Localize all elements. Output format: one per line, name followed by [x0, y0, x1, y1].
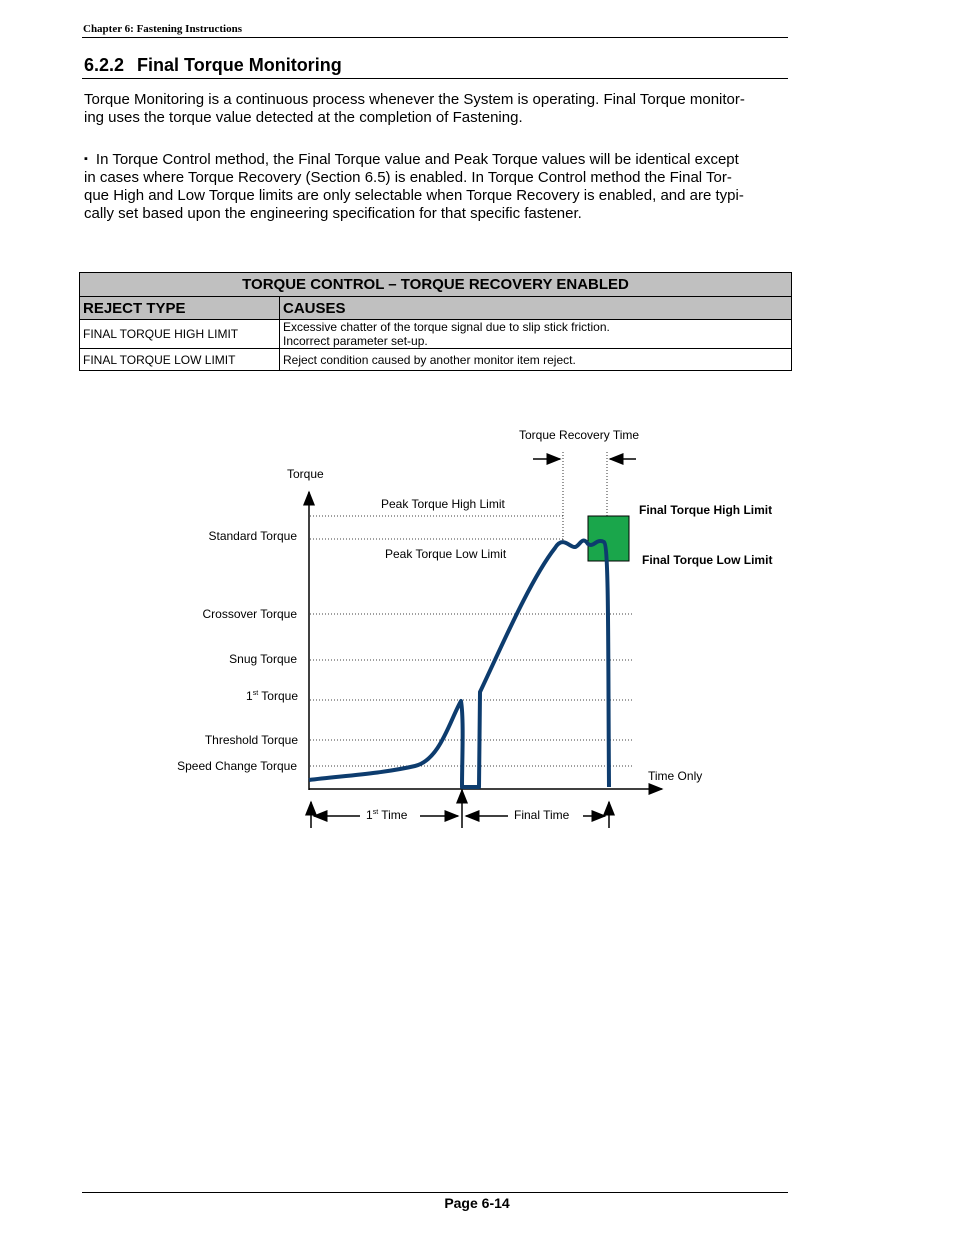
- y-axis-label: Torque: [287, 467, 324, 481]
- standard-torque-label: Standard Torque: [208, 529, 297, 543]
- section-title-text: Final Torque Monitoring: [137, 55, 342, 75]
- cause-text: Reject condition caused by another monitor item reject.: [283, 352, 576, 367]
- reject-type-cell: FINAL TORQUE HIGH LIMIT: [80, 320, 280, 349]
- cause-text: Excessive chatter of the torque signal due to slip stick friction.: [283, 320, 610, 334]
- first-torque-prefix: 1: [246, 689, 253, 703]
- first-time-sup: st: [372, 809, 379, 816]
- text-line: In Torque Control method, the Final Torque value and Peak Torque values will be identical except: [95, 151, 739, 168]
- text-line: ing uses the torque value detected at the completion of Fastening.: [84, 109, 523, 126]
- final-high-label: Final Torque High Limit: [639, 503, 773, 517]
- torque-curve: [309, 540, 609, 787]
- cause-text: Incorrect parameter set-up.: [283, 334, 428, 348]
- text-line: que High and Low Torque limits are only selectable when Torque Recovery is enabled, and are typi-: [84, 187, 744, 204]
- first-time-suffix: Time: [378, 808, 408, 822]
- column-header-causes: CAUSES: [280, 297, 792, 320]
- x-axis-label: Time Only: [648, 769, 703, 783]
- table-title: TORQUE CONTROL – TORQUE RECOVERY ENABLED: [80, 273, 792, 297]
- bullet-icon: ▪: [84, 153, 88, 165]
- chapter-header: Chapter 6: Fastening Instructions: [83, 23, 243, 35]
- column-header-reject-type: REJECT TYPE: [80, 297, 280, 320]
- text-line: cally set based upon the engineering specification for that specific fastener.: [84, 205, 582, 222]
- final-low-label: Final Torque Low Limit: [642, 553, 773, 567]
- final-time-label: Final Time: [514, 808, 570, 822]
- reject-type-cell: FINAL TORQUE LOW LIMIT: [80, 349, 280, 371]
- peak-low-label: Peak Torque Low Limit: [385, 547, 507, 561]
- speed-change-torque-label: Speed Change Torque: [177, 759, 297, 773]
- final-torque-window: [588, 516, 629, 561]
- footer-rule: [82, 1192, 788, 1193]
- first-torque-sup: st: [252, 690, 259, 697]
- first-time-label: [366, 808, 407, 822]
- snug-torque-label: Snug Torque: [229, 652, 297, 666]
- torque-recovery-time-label: Torque Recovery Time: [519, 428, 640, 442]
- text-line: Torque Monitoring is a continuous process whenever the System is operating. Final Torque monitor-: [84, 91, 745, 108]
- first-torque-suffix: Torque: [258, 689, 298, 703]
- first-time-prefix: 1: [366, 808, 373, 822]
- text-line: in cases where Torque Recovery (Section 6.5) is enabled. In Torque Control method the Final Tor-: [84, 169, 732, 186]
- first-torque-label: [246, 689, 298, 703]
- page-number: Page 6-14: [444, 1195, 510, 1211]
- section-number: 6.2.2: [84, 55, 125, 75]
- threshold-torque-label: Threshold Torque: [204, 733, 298, 747]
- crossover-torque-label: Crossover Torque: [202, 607, 297, 621]
- peak-high-label: Peak Torque High Limit: [381, 497, 505, 511]
